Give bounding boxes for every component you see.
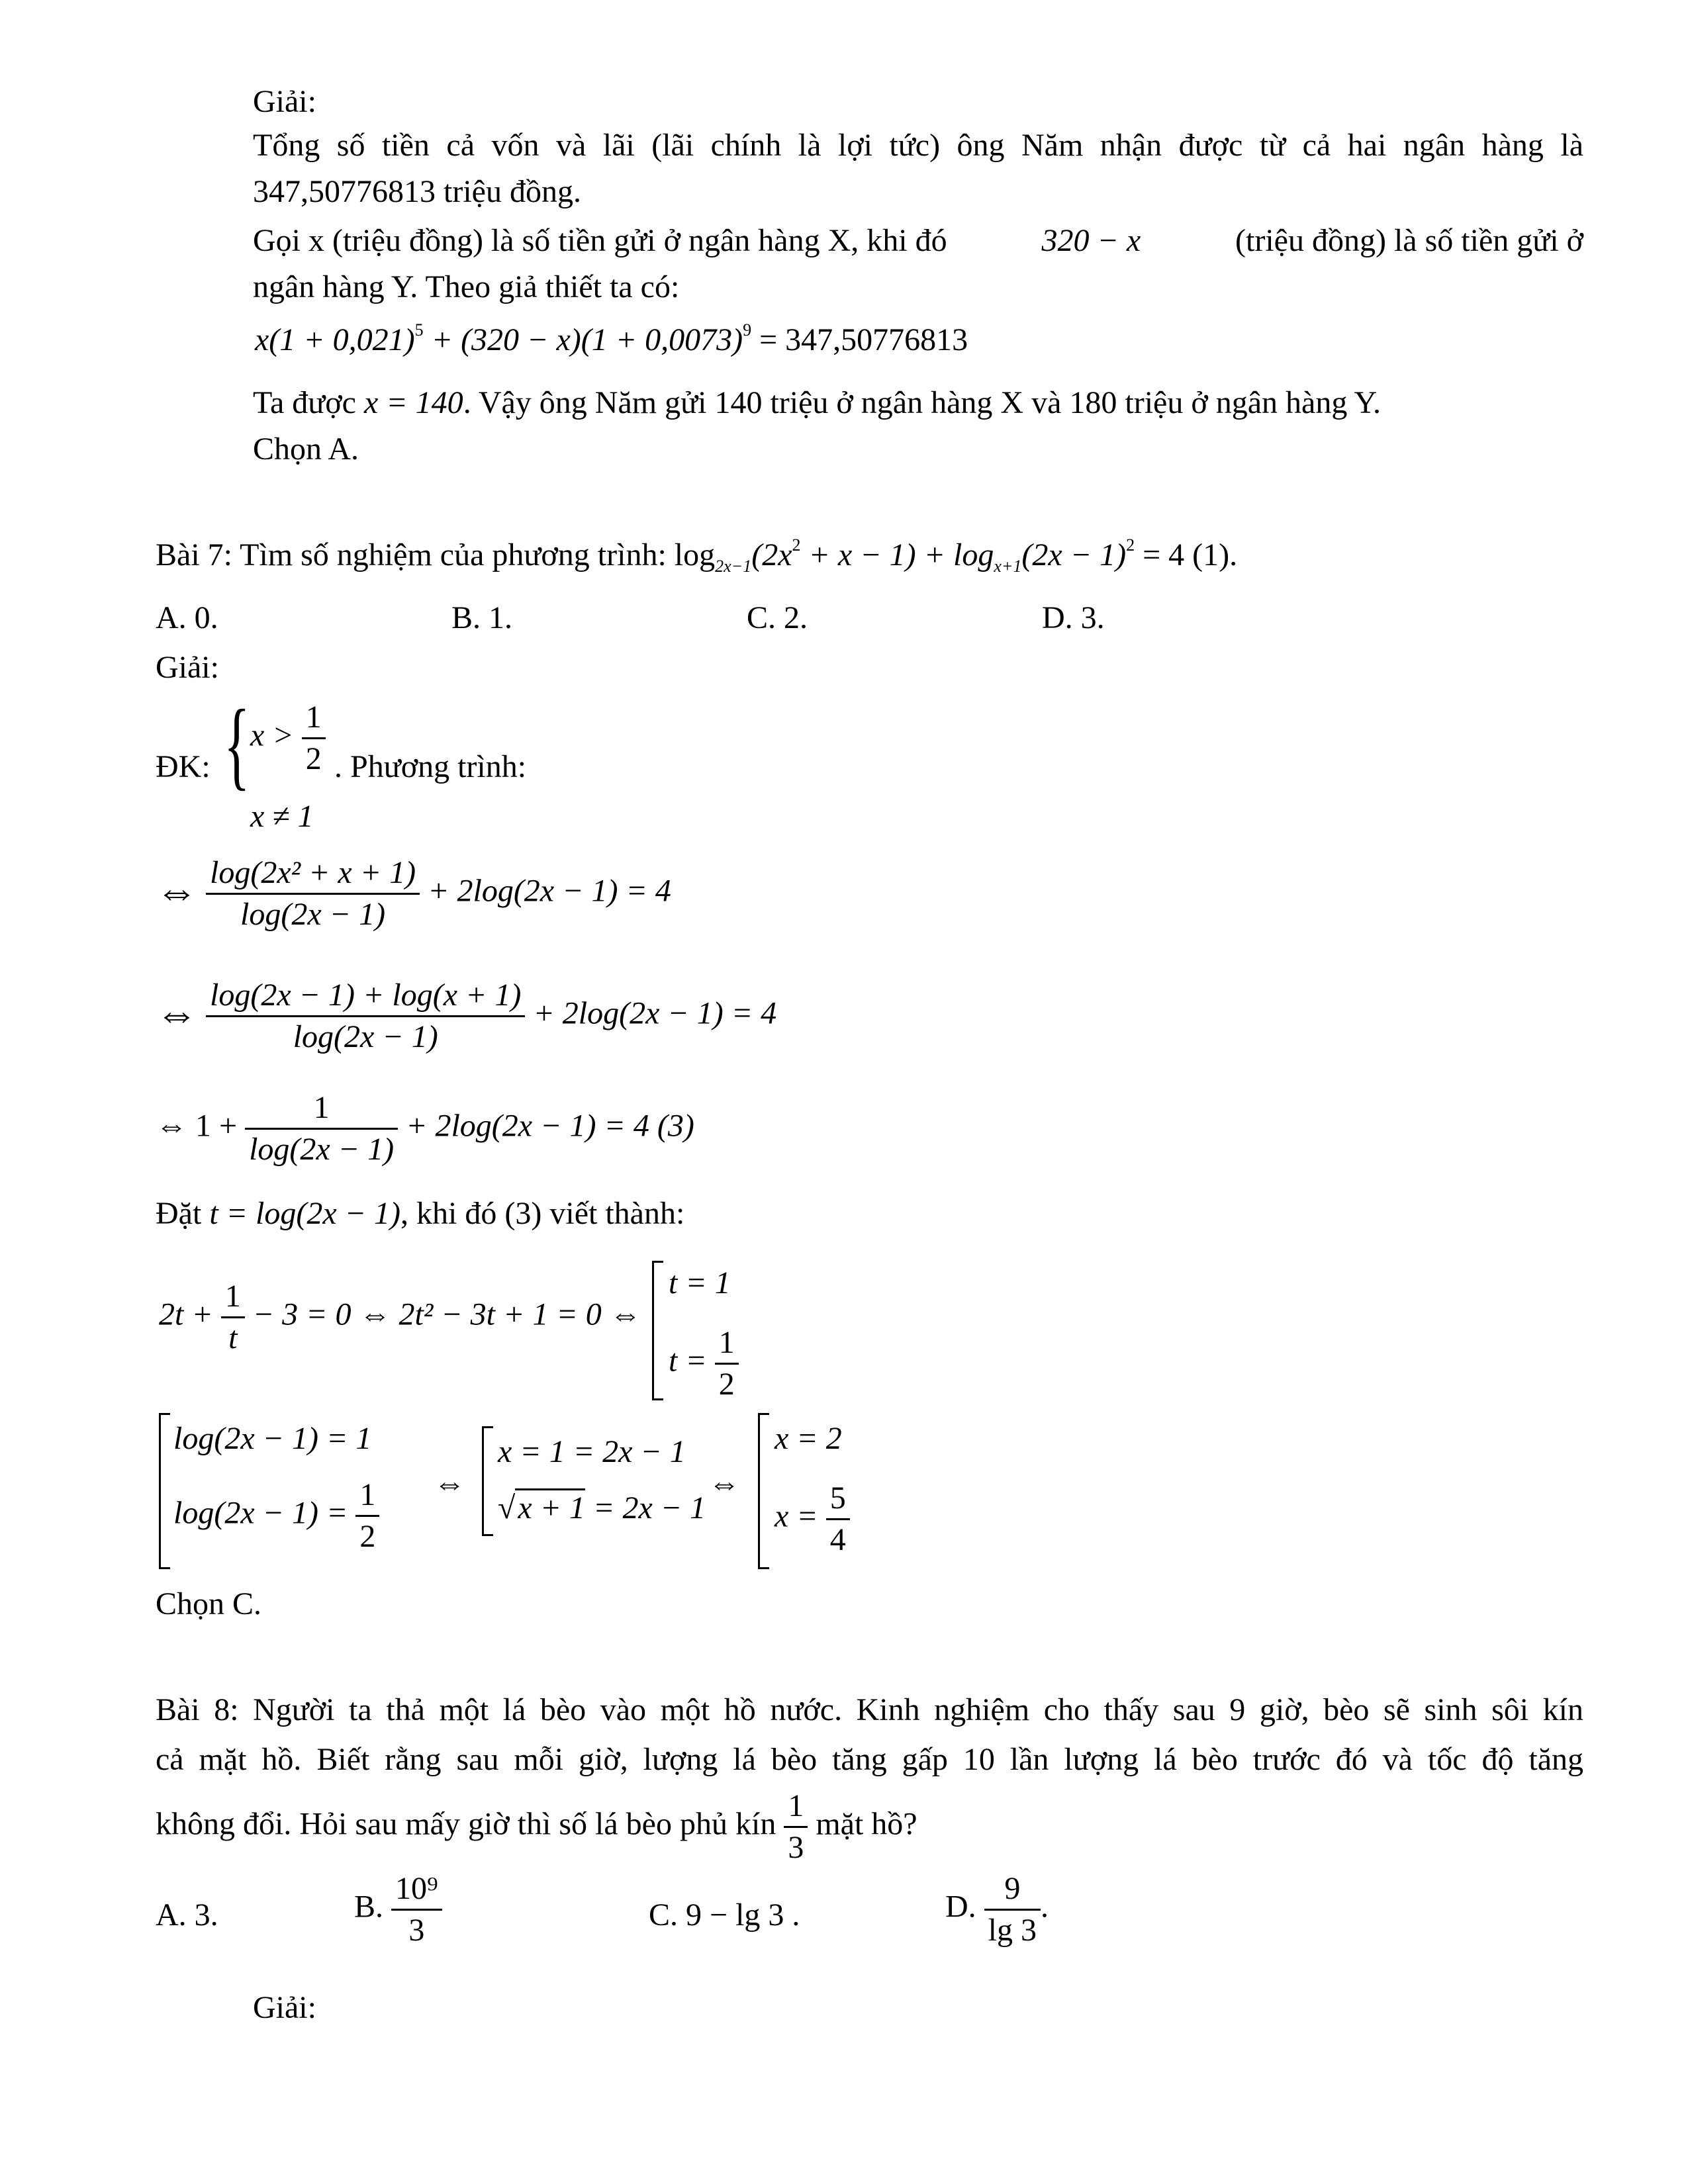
denominator: 3 xyxy=(391,1909,442,1946)
substitution-line xyxy=(156,1198,684,1230)
option-d xyxy=(945,1873,1049,1946)
step-1 xyxy=(156,857,671,931)
sqrt-radicand: x + 1 xyxy=(515,1488,585,1525)
math-fragment: t = xyxy=(669,1343,707,1379)
exponent: 9 xyxy=(743,320,752,340)
text-fragment: , khi đó (3) viết thành: xyxy=(400,1196,685,1231)
option-label: D. xyxy=(945,1889,976,1925)
option-a: A. 0. xyxy=(156,600,218,635)
t-equation xyxy=(159,1281,641,1354)
step-2 xyxy=(156,979,776,1053)
iff-symbol: ⇔ xyxy=(156,989,198,1037)
numerator: 1 xyxy=(788,1788,804,1823)
text-fragment: Đặt xyxy=(156,1196,202,1231)
numerator: log(2x² + x + 1) xyxy=(210,855,416,890)
option-b: B. 1. xyxy=(451,600,513,635)
option-b xyxy=(354,1873,442,1946)
problem-8-line: cả mặt hồ. Biết rằng sau mỗi giờ, lượng lá bèo tăng gấp 10 lần lượng lá bèo trước đó và tốc độ tăng xyxy=(156,1742,1583,1777)
solution-heading: Giải: xyxy=(156,650,219,685)
condition-label: ĐK: xyxy=(156,749,211,784)
denominator: log(2x − 1) xyxy=(206,893,420,931)
numerator: 10⁹ xyxy=(395,1871,438,1906)
denominator: 2 xyxy=(302,737,326,775)
text-fragment: mặt hồ? xyxy=(816,1806,917,1842)
problem-7-statement xyxy=(156,535,1238,576)
solution-line: Tổng số tiền cả vốn và lãi (lãi chính là lợi tức) ông Năm nhận được từ cả hai ngân hàng là xyxy=(253,128,1583,163)
option-label: B. xyxy=(354,1889,384,1925)
denominator: lg 3 xyxy=(984,1909,1041,1946)
condition-1 xyxy=(250,702,326,775)
t-root-2 xyxy=(669,1327,739,1400)
problem-8-line xyxy=(156,1790,917,1864)
solution-line xyxy=(253,387,1381,419)
math-fragment: log(2x − 1) = xyxy=(173,1495,348,1531)
iff-symbol: ⇔ xyxy=(156,867,198,915)
iff-symbol: ⇔ xyxy=(434,1466,465,1501)
math-fragment: (2x − 1) xyxy=(1021,537,1127,572)
numerator: 9 xyxy=(1004,1871,1021,1906)
text-fragment: Gọi x (triệu đồng) là số tiền gửi ở ngân hàng X, khi đó xyxy=(253,223,947,258)
union-bracket xyxy=(758,1413,769,1569)
case-4: √x + 1 = 2x − 1 xyxy=(498,1492,706,1524)
math-fragment: ⇔ 1 + xyxy=(156,1108,238,1144)
math-fragment: = 4 (1). xyxy=(1135,537,1238,572)
exponent: 2 xyxy=(1126,535,1135,555)
t-root-1: t = 1 xyxy=(669,1265,731,1300)
option-d: D. 3. xyxy=(1042,600,1105,635)
fraction xyxy=(784,1790,808,1864)
math-fragment: 2t + xyxy=(159,1297,213,1332)
iff-symbol: ⇔ xyxy=(708,1466,740,1501)
root-2 xyxy=(774,1482,850,1556)
text-fragment: Ta được xyxy=(253,385,356,420)
problem-8-line: Bài 8: Người ta thả một lá bèo vào một hồ nước. Kinh nghiệm cho thấy sau 9 giờ, bèo sẽ sinh sôi kín xyxy=(156,1692,1583,1727)
math-fragment: + 2log(2x − 1) = 4 (3) xyxy=(406,1108,694,1144)
math-fragment: + x − 1) + log xyxy=(800,537,994,572)
equation xyxy=(255,320,968,357)
case-3: x = 1 = 2x − 1 xyxy=(498,1434,686,1469)
denominator: log(2x − 1) xyxy=(245,1128,398,1165)
math-fragment: = 2x − 1 xyxy=(585,1490,706,1525)
option-a: A. 3. xyxy=(156,1897,218,1933)
log-base: x+1 xyxy=(994,557,1022,576)
solution-line: ngân hàng Y. Theo giả thiết ta có: xyxy=(253,269,680,304)
denominator: 4 xyxy=(826,1518,850,1556)
math-fragment: (2x xyxy=(751,537,792,572)
denominator: log(2x − 1) xyxy=(206,1015,525,1053)
numerator: 1 xyxy=(224,1279,241,1314)
root-1: x = 2 xyxy=(774,1421,842,1456)
condition-tail: . Phương trình: xyxy=(334,749,527,784)
numerator: 5 xyxy=(829,1480,846,1516)
text-fragment: không đổi. Hỏi sau mấy giờ thì số lá bèo phủ kín xyxy=(156,1806,776,1842)
numerator: 1 xyxy=(313,1090,330,1125)
text-fragment: Bài 7: Tìm số nghiệm của phương trình: xyxy=(156,537,667,572)
fraction xyxy=(355,1479,379,1553)
solution-heading: Giải: xyxy=(253,84,316,119)
math-fragment: − 3 = 0 ⇔ 2t² − 3t + 1 = 0 ⇔ xyxy=(252,1297,641,1332)
numerator: 1 xyxy=(305,700,322,735)
fraction xyxy=(206,857,420,931)
fraction xyxy=(221,1281,245,1354)
math-fragment: log xyxy=(674,537,716,572)
union-bracket xyxy=(482,1426,493,1536)
math-fragment: + 2log(2x − 1) = 4 xyxy=(428,873,671,909)
text-fragment: . Vậy ông Năm gửi 140 triệu ở ngân hàng X và 180 triệu ở ngân hàng Y. xyxy=(463,385,1382,420)
system-brace: { xyxy=(224,690,250,799)
denominator: t xyxy=(221,1316,245,1354)
fraction xyxy=(302,702,326,775)
math-fragment: . xyxy=(1041,1889,1049,1925)
step-3 xyxy=(156,1092,694,1165)
fraction xyxy=(391,1873,442,1946)
math-fragment: 320 − x xyxy=(1041,223,1141,258)
math-fragment: x > xyxy=(250,717,294,753)
answer-choice-line: Chọn A. xyxy=(253,432,359,467)
denominator: 2 xyxy=(355,1515,379,1553)
condition-2: x ≠ 1 xyxy=(250,799,314,834)
solution-line: 347,50776813 triệu đồng. xyxy=(253,174,581,209)
case-2 xyxy=(173,1479,379,1553)
text-fragment: (triệu đồng) là số tiền gửi ở xyxy=(1235,223,1583,258)
fraction xyxy=(245,1092,398,1165)
math-fragment: + 2log(2x − 1) = 4 xyxy=(533,995,777,1031)
equation-part: = 347,50776813 xyxy=(751,322,968,357)
answer-choice-line: Chọn C. xyxy=(156,1586,262,1621)
numerator: 1 xyxy=(359,1477,376,1512)
fraction xyxy=(826,1482,850,1556)
fraction xyxy=(984,1873,1041,1946)
exponent: 5 xyxy=(414,320,424,340)
equation-part: x(1 + 0,021) xyxy=(255,322,415,357)
denominator: 2 xyxy=(715,1363,739,1400)
math-fragment: t = log(2x − 1) xyxy=(209,1196,401,1231)
exponent: 2 xyxy=(792,535,801,555)
union-bracket xyxy=(652,1261,663,1400)
fraction xyxy=(715,1327,739,1400)
equation-part: + (320 − x)(1 + 0,0073) xyxy=(423,322,743,357)
fraction xyxy=(206,979,525,1053)
solution-heading: Giải: xyxy=(253,1990,316,2025)
option-c: C. 2. xyxy=(747,600,808,635)
case-1: log(2x − 1) = 1 xyxy=(173,1421,372,1456)
numerator: 1 xyxy=(718,1325,735,1360)
union-bracket xyxy=(159,1413,170,1569)
math-fragment: x = xyxy=(774,1498,818,1534)
denominator: 3 xyxy=(784,1826,808,1864)
numerator: log(2x − 1) + log(x + 1) xyxy=(210,978,522,1013)
option-c: C. 9 − lg 3 . xyxy=(649,1897,800,1933)
math-fragment: x = 140 xyxy=(363,385,463,420)
log-base: 2x−1 xyxy=(715,557,752,576)
solution-line xyxy=(253,225,1583,257)
